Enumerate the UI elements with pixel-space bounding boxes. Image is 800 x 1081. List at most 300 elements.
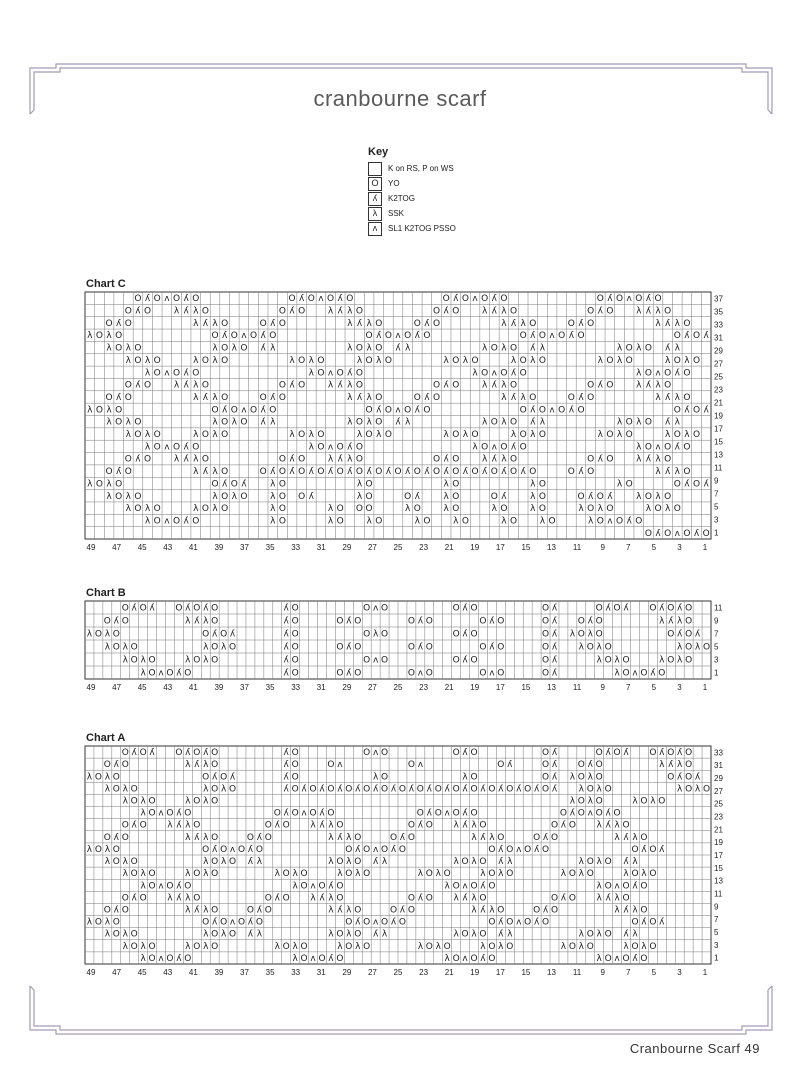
stitch-symbol: ʌ xyxy=(444,808,450,819)
stitch-symbol: O xyxy=(510,343,518,354)
stitch-symbol: λ xyxy=(596,655,602,666)
stitch-symbol: O xyxy=(134,430,142,441)
stitch-symbol: ʎ xyxy=(605,820,611,831)
stitch-symbol: O xyxy=(644,442,652,453)
stitch-symbol: λ xyxy=(104,844,111,855)
stitch-symbol: O xyxy=(640,953,648,964)
key-item-label: K on RS, P on WS xyxy=(388,164,454,173)
stitch-symbol: λ xyxy=(292,941,298,952)
stitch-symbol: λ xyxy=(256,929,263,940)
stitch-symbol: ʎ xyxy=(623,603,629,614)
stitch-symbol: ʎ xyxy=(520,467,526,478)
stitch-symbol: ʌ xyxy=(158,668,164,679)
column-number: 49 xyxy=(86,968,96,977)
stitch-symbol: O xyxy=(631,869,639,880)
stitch-symbol: O xyxy=(407,905,415,916)
stitch-symbol: O xyxy=(606,380,614,391)
stitch-symbol: ʎ xyxy=(355,784,361,795)
stitch-symbol: ʎ xyxy=(684,405,690,416)
stitch-symbol: ʌ xyxy=(372,844,379,855)
stitch-symbol: ʎ xyxy=(530,417,536,428)
stitch-symbol: O xyxy=(384,430,392,441)
stitch-symbol: O xyxy=(425,616,433,627)
column-number: 37 xyxy=(240,968,249,977)
stitch-symbol: ʎ xyxy=(221,479,228,490)
stitch-symbol: O xyxy=(604,655,612,666)
stitch-symbol: O xyxy=(519,355,527,366)
column-number: 33 xyxy=(291,968,301,977)
stitch-symbol: O xyxy=(354,905,362,916)
row-number: 3 xyxy=(714,515,719,525)
stitch-symbol: λ xyxy=(372,629,379,640)
stitch-symbol: ʎ xyxy=(283,668,289,679)
stitch-symbol: O xyxy=(264,820,272,831)
stitch-symbol: λ xyxy=(435,941,441,952)
stitch-symbol: ʎ xyxy=(587,616,593,627)
stitch-symbol: ʎ xyxy=(212,844,218,855)
stitch-symbol: ʎ xyxy=(390,917,397,928)
stitch-symbol: O xyxy=(471,467,479,478)
stitch-symbol: O xyxy=(291,629,299,640)
stitch-symbol: O xyxy=(298,380,306,391)
stitch-symbol: O xyxy=(644,528,652,539)
stitch-symbol: O xyxy=(95,405,103,416)
stitch-symbol: O xyxy=(134,343,142,354)
stitch-symbol: λ xyxy=(346,832,352,843)
stitch-symbol: λ xyxy=(327,454,334,465)
stitch-symbol: O xyxy=(139,893,147,904)
stitch-symbol: O xyxy=(201,355,209,366)
stitch-symbol: O xyxy=(606,430,614,441)
stitch-symbol: O xyxy=(524,917,532,928)
stitch-symbol: O xyxy=(470,784,478,795)
stitch-symbol: λ xyxy=(104,642,111,653)
stitch-symbol: O xyxy=(568,820,576,831)
stitch-symbol: O xyxy=(673,504,681,515)
stitch-symbol: O xyxy=(94,844,102,855)
stitch-symbol: λ xyxy=(270,343,276,354)
column-number: 37 xyxy=(240,543,249,552)
stitch-symbol: λ xyxy=(347,417,353,428)
stitch-symbol: ʎ xyxy=(462,893,468,904)
stitch-symbol: O xyxy=(115,331,123,342)
stitch-symbol: ʎ xyxy=(274,820,280,831)
stitch-symbol: ʎ xyxy=(185,748,191,759)
stitch-symbol: λ xyxy=(655,454,661,465)
stitch-symbol: λ xyxy=(453,820,459,831)
stitch-symbol: λ xyxy=(417,869,424,880)
stitch-symbol: ʌ xyxy=(491,442,497,453)
stitch-symbol: O xyxy=(115,405,123,416)
stitch-symbol: λ xyxy=(636,306,642,317)
stitch-symbol: O xyxy=(683,442,691,453)
stitch-symbol: O xyxy=(193,603,201,614)
stitch-symbol: O xyxy=(355,504,364,515)
stitch-symbol: O xyxy=(363,748,371,759)
stitch-symbol: λ xyxy=(596,642,602,653)
stitch-symbol: O xyxy=(211,857,219,868)
stitch-symbol: λ xyxy=(104,629,111,640)
stitch-symbol: λ xyxy=(443,504,449,515)
stitch-symbol: ʎ xyxy=(183,368,189,379)
stitch-symbol: O xyxy=(644,491,652,502)
column-number: 23 xyxy=(419,968,429,977)
stitch-symbol: O xyxy=(230,405,238,416)
stitch-symbol: O xyxy=(500,294,508,305)
stitch-symbol: O xyxy=(550,832,559,843)
column-number: 35 xyxy=(265,683,275,692)
stitch-symbol: O xyxy=(124,318,132,329)
stitch-symbol: O xyxy=(229,642,237,653)
stitch-symbol: O xyxy=(317,467,325,478)
stitch-symbol: ʎ xyxy=(462,629,468,640)
stitch-symbol: O xyxy=(192,442,200,453)
stitch-symbol: O xyxy=(105,318,113,329)
stitch-symbol: ʎ xyxy=(501,467,507,478)
stitch-symbol: λ xyxy=(185,869,191,880)
stitch-symbol: λ xyxy=(596,929,602,940)
stitch-symbol: ʎ xyxy=(664,467,671,478)
stitch-symbol: O xyxy=(685,772,693,783)
stitch-symbol: O xyxy=(105,467,113,478)
stitch-symbol: O xyxy=(625,417,633,428)
stitch-symbol: O xyxy=(490,467,498,478)
stitch-symbol: ʌ xyxy=(472,294,478,305)
stitch-symbol: λ xyxy=(328,857,334,868)
stitch-symbol: λ xyxy=(520,318,526,329)
stitch-symbol: O xyxy=(264,832,272,843)
stitch-symbol: O xyxy=(375,516,383,527)
stitch-symbol: O xyxy=(538,331,547,342)
stitch-symbol: O xyxy=(300,869,308,880)
stitch-symbol: λ xyxy=(310,893,316,904)
stitch-symbol: λ xyxy=(632,857,638,868)
stitch-symbol: O xyxy=(595,808,603,819)
stitch-symbol: O xyxy=(479,642,487,653)
stitch-symbol: ʎ xyxy=(462,784,468,795)
stitch-symbol: λ xyxy=(122,796,128,807)
column-number: 21 xyxy=(444,968,454,977)
stitch-symbol: λ xyxy=(674,343,680,354)
column-number: 9 xyxy=(600,683,605,692)
stitch-symbol: ʎ xyxy=(319,820,325,831)
stitch-symbol: λ xyxy=(193,318,199,329)
stitch-symbol: ʎ xyxy=(578,467,584,478)
stitch-symbol: λ xyxy=(328,832,334,843)
stitch-symbol: O xyxy=(298,467,306,478)
stitch-symbol: O xyxy=(490,417,498,428)
stitch-symbol: O xyxy=(432,467,441,478)
stitch-symbol: λ xyxy=(220,929,227,940)
stitch-symbol: ʎ xyxy=(510,368,517,379)
stitch-symbol: O xyxy=(702,784,711,795)
stitch-symbol: O xyxy=(291,616,299,627)
stitch-symbol: O xyxy=(202,844,210,855)
stitch-symbol: λ xyxy=(328,929,334,940)
stitch-symbol: λ xyxy=(539,343,546,354)
stitch-symbol: ʎ xyxy=(283,760,289,771)
stitch-symbol: ʎ xyxy=(462,655,468,666)
stitch-symbol: O xyxy=(479,929,487,940)
stitch-symbol: O xyxy=(529,392,537,403)
stitch-symbol: ʌ xyxy=(241,405,247,416)
column-number: 31 xyxy=(316,968,326,977)
stitch-symbol: ʎ xyxy=(404,467,411,478)
stitch-symbol: O xyxy=(381,655,389,666)
column-number: 13 xyxy=(547,683,556,692)
stitch-symbol: O xyxy=(644,343,652,354)
stitch-symbol: ʎ xyxy=(183,306,189,317)
stitch-symbol: O xyxy=(105,392,113,403)
stitch-symbol: λ xyxy=(193,355,199,366)
stitch-symbol: O xyxy=(144,380,152,391)
stitch-symbol: O xyxy=(500,504,508,515)
stitch-symbol: O xyxy=(434,808,442,819)
stitch-symbol: O xyxy=(404,405,412,416)
stitch-symbol: ʎ xyxy=(530,405,536,416)
stitch-symbol: λ xyxy=(203,642,209,653)
stitch-symbol: O xyxy=(604,784,612,795)
stitch-symbol: O xyxy=(542,844,550,855)
stitch-symbol: O xyxy=(112,629,120,640)
stitch-symbol: O xyxy=(649,844,657,855)
stitch-symbol: ʎ xyxy=(131,893,137,904)
stitch-symbol: O xyxy=(606,504,614,515)
stitch-symbol: O xyxy=(398,844,407,855)
stitch-symbol: λ xyxy=(347,380,353,391)
stitch-symbol: O xyxy=(664,380,672,391)
stitch-symbol: O xyxy=(625,355,633,366)
stitch-symbol: ʎ xyxy=(443,380,449,391)
stitch-symbol: ʎ xyxy=(650,668,656,679)
stitch-symbol: O xyxy=(384,405,392,416)
stitch-symbol: ʎ xyxy=(417,820,424,831)
stitch-symbol: O xyxy=(211,479,219,490)
stitch-symbol: ʎ xyxy=(530,343,536,354)
stitch-symbol: O xyxy=(452,808,460,819)
stitch-symbol: λ xyxy=(203,929,209,940)
stitch-symbol: O xyxy=(211,331,219,342)
stitch-symbol: O xyxy=(363,941,371,952)
stitch-symbol: λ xyxy=(328,820,334,831)
stitch-symbol: O xyxy=(124,380,132,391)
stitch-symbol: λ xyxy=(641,941,647,952)
stitch-symbol: λ xyxy=(655,392,661,403)
stitch-symbol: λ xyxy=(167,893,173,904)
stitch-symbol: O xyxy=(667,748,675,759)
stitch-symbol: O xyxy=(221,504,229,515)
stitch-symbol: ʎ xyxy=(414,405,420,416)
stitch-symbol: O xyxy=(134,491,142,502)
stitch-symbol: ʎ xyxy=(693,528,700,539)
stitch-symbol: O xyxy=(144,454,152,465)
stitch-symbol: O xyxy=(318,881,326,892)
stitch-symbol: O xyxy=(538,405,547,416)
column-number: 13 xyxy=(547,968,556,977)
stitch-symbol: O xyxy=(103,616,111,627)
stitch-symbol: O xyxy=(452,430,460,441)
stitch-symbol: ʎ xyxy=(551,760,558,771)
stitch-symbol: λ xyxy=(444,881,450,892)
stitch-symbol: λ xyxy=(677,655,683,666)
stitch-symbol: λ xyxy=(347,318,353,329)
row-number: 19 xyxy=(714,411,723,421)
stitch-symbol: λ xyxy=(356,430,363,441)
stitch-symbol: O xyxy=(587,504,595,515)
stitch-symbol: λ xyxy=(203,832,209,843)
stitch-symbol: λ xyxy=(501,343,507,354)
stitch-symbol: ʎ xyxy=(376,405,382,416)
stitch-symbol: O xyxy=(115,417,123,428)
row-number: 5 xyxy=(714,502,719,512)
stitch-symbol: λ xyxy=(125,343,132,354)
stitch-symbol: λ xyxy=(185,941,191,952)
stitch-symbol: λ xyxy=(193,467,199,478)
stitch-symbol: O xyxy=(432,306,441,317)
stitch-symbol: ʎ xyxy=(551,748,558,759)
stitch-symbol: ʎ xyxy=(221,331,228,342)
stitch-symbol: ʌ xyxy=(158,953,164,964)
stitch-symbol: λ xyxy=(471,929,477,940)
stitch-symbol: O xyxy=(567,318,575,329)
stitch-symbol: λ xyxy=(274,941,280,952)
stitch-symbol: O xyxy=(278,392,286,403)
stitch-symbol: O xyxy=(282,869,290,880)
stitch-symbol: ʎ xyxy=(346,616,352,627)
stitch-symbol: O xyxy=(134,504,142,515)
stitch-symbol: ʎ xyxy=(703,405,709,416)
stitch-symbol: ʎ xyxy=(664,343,671,354)
stitch-symbol: λ xyxy=(677,642,683,653)
stitch-symbol: O xyxy=(497,760,505,771)
frame-line xyxy=(30,986,772,1034)
stitch-symbol: λ xyxy=(596,857,602,868)
stitch-symbol: O xyxy=(375,467,383,478)
stitch-symbol: λ xyxy=(471,857,477,868)
stitch-symbol: ʌ xyxy=(462,881,468,892)
stitch-symbol: O xyxy=(278,491,286,502)
stitch-symbol: λ xyxy=(185,655,191,666)
stitch-symbol: O xyxy=(622,820,630,831)
stitch-symbol: O xyxy=(664,442,672,453)
stitch-symbol: O xyxy=(148,869,156,880)
stitch-symbol: λ xyxy=(366,392,372,403)
stitch-symbol: ʎ xyxy=(247,844,254,855)
stitch-symbol: O xyxy=(354,668,362,679)
stitch-symbol: O xyxy=(568,893,576,904)
row-number: 11 xyxy=(714,603,723,613)
stitch-symbol: ʎ xyxy=(623,832,629,843)
stitch-symbol: ʎ xyxy=(462,820,468,831)
stitch-symbol: O xyxy=(175,603,183,614)
stitch-symbol: O xyxy=(282,820,290,831)
stitch-symbol: ʎ xyxy=(274,893,280,904)
stitch-symbol: ʎ xyxy=(355,917,361,928)
stitch-symbol: O xyxy=(587,318,595,329)
stitch-symbol: λ xyxy=(655,306,661,317)
stitch-symbol: O xyxy=(365,331,373,342)
stitch-symbol: O xyxy=(604,881,612,892)
stitch-symbol: λ xyxy=(501,417,507,428)
stitch-symbol: O xyxy=(130,869,138,880)
row-number: 35 xyxy=(714,307,723,317)
stitch-symbol: λ xyxy=(270,504,276,515)
stitch-symbol: O xyxy=(278,454,286,465)
stitch-symbol: O xyxy=(595,796,603,807)
stitch-symbol: ʎ xyxy=(337,306,343,317)
stitch-symbol: O xyxy=(148,953,156,964)
stitch-symbol: O xyxy=(229,929,237,940)
stitch-symbol: λ xyxy=(140,953,146,964)
key-item-label: YO xyxy=(388,179,400,188)
stitch-symbol: λ xyxy=(125,430,132,441)
stitch-symbol: ʎ xyxy=(498,929,504,940)
stitch-symbol: ʎ xyxy=(489,642,495,653)
stitch-symbol: λ xyxy=(636,380,642,391)
stitch-symbol: λ xyxy=(655,380,661,391)
stitch-symbol: O xyxy=(497,905,505,916)
stitch-symbol: O xyxy=(488,941,496,952)
stitch-symbol: ʎ xyxy=(395,343,401,354)
row-number: 9 xyxy=(714,476,719,486)
stitch-symbol: O xyxy=(336,467,344,478)
stitch-symbol: λ xyxy=(489,832,495,843)
stitch-symbol: O xyxy=(654,504,662,515)
stitch-symbol: ʌ xyxy=(337,760,343,771)
stitch-symbol: O xyxy=(148,655,156,666)
stitch-symbol: ʎ xyxy=(516,784,522,795)
stitch-symbol: O xyxy=(510,454,518,465)
stitch-symbol: O xyxy=(510,306,518,317)
stitch-symbol: O xyxy=(211,796,219,807)
stitch-symbol: O xyxy=(673,355,681,366)
stitch-symbol: ʎ xyxy=(347,368,353,379)
stitch-symbol: ʎ xyxy=(426,784,432,795)
stitch-symbol: λ xyxy=(193,392,199,403)
stitch-symbol: O xyxy=(481,294,489,305)
stitch-symbol: O xyxy=(649,603,657,614)
stitch-symbol: ʎ xyxy=(498,784,504,795)
stitch-symbol: O xyxy=(237,917,246,928)
stitch-symbol: O xyxy=(640,905,648,916)
stitch-symbol: O xyxy=(193,941,201,952)
stitch-symbol: O xyxy=(685,760,693,771)
stitch-symbol: ʌ xyxy=(395,405,401,416)
column-number: 15 xyxy=(521,543,531,552)
stitch-symbol: O xyxy=(490,491,498,502)
stitch-symbol: λ xyxy=(140,668,146,679)
stitch-symbol: O xyxy=(519,430,527,441)
stitch-symbol: λ xyxy=(530,504,536,515)
stitch-symbol: O xyxy=(577,331,585,342)
stitch-symbol: O xyxy=(375,343,383,354)
stitch-symbol: ʎ xyxy=(480,953,486,964)
stitch-symbol: O xyxy=(394,467,402,478)
stitch-symbol: O xyxy=(577,796,585,807)
stitch-symbol: O xyxy=(595,748,603,759)
column-number: 49 xyxy=(86,543,96,552)
row-number: 15 xyxy=(714,863,723,873)
stitch-symbol: λ xyxy=(140,655,146,666)
stitch-symbol: λ xyxy=(292,953,298,964)
stitch-symbol: λ xyxy=(569,772,576,783)
stitch-symbol: λ xyxy=(173,454,180,465)
stitch-symbol: O xyxy=(307,294,315,305)
stitch-symbol: λ xyxy=(366,318,372,329)
stitch-symbol: O xyxy=(425,941,433,952)
column-number: 23 xyxy=(419,543,429,552)
stitch-symbol: O xyxy=(470,772,478,783)
